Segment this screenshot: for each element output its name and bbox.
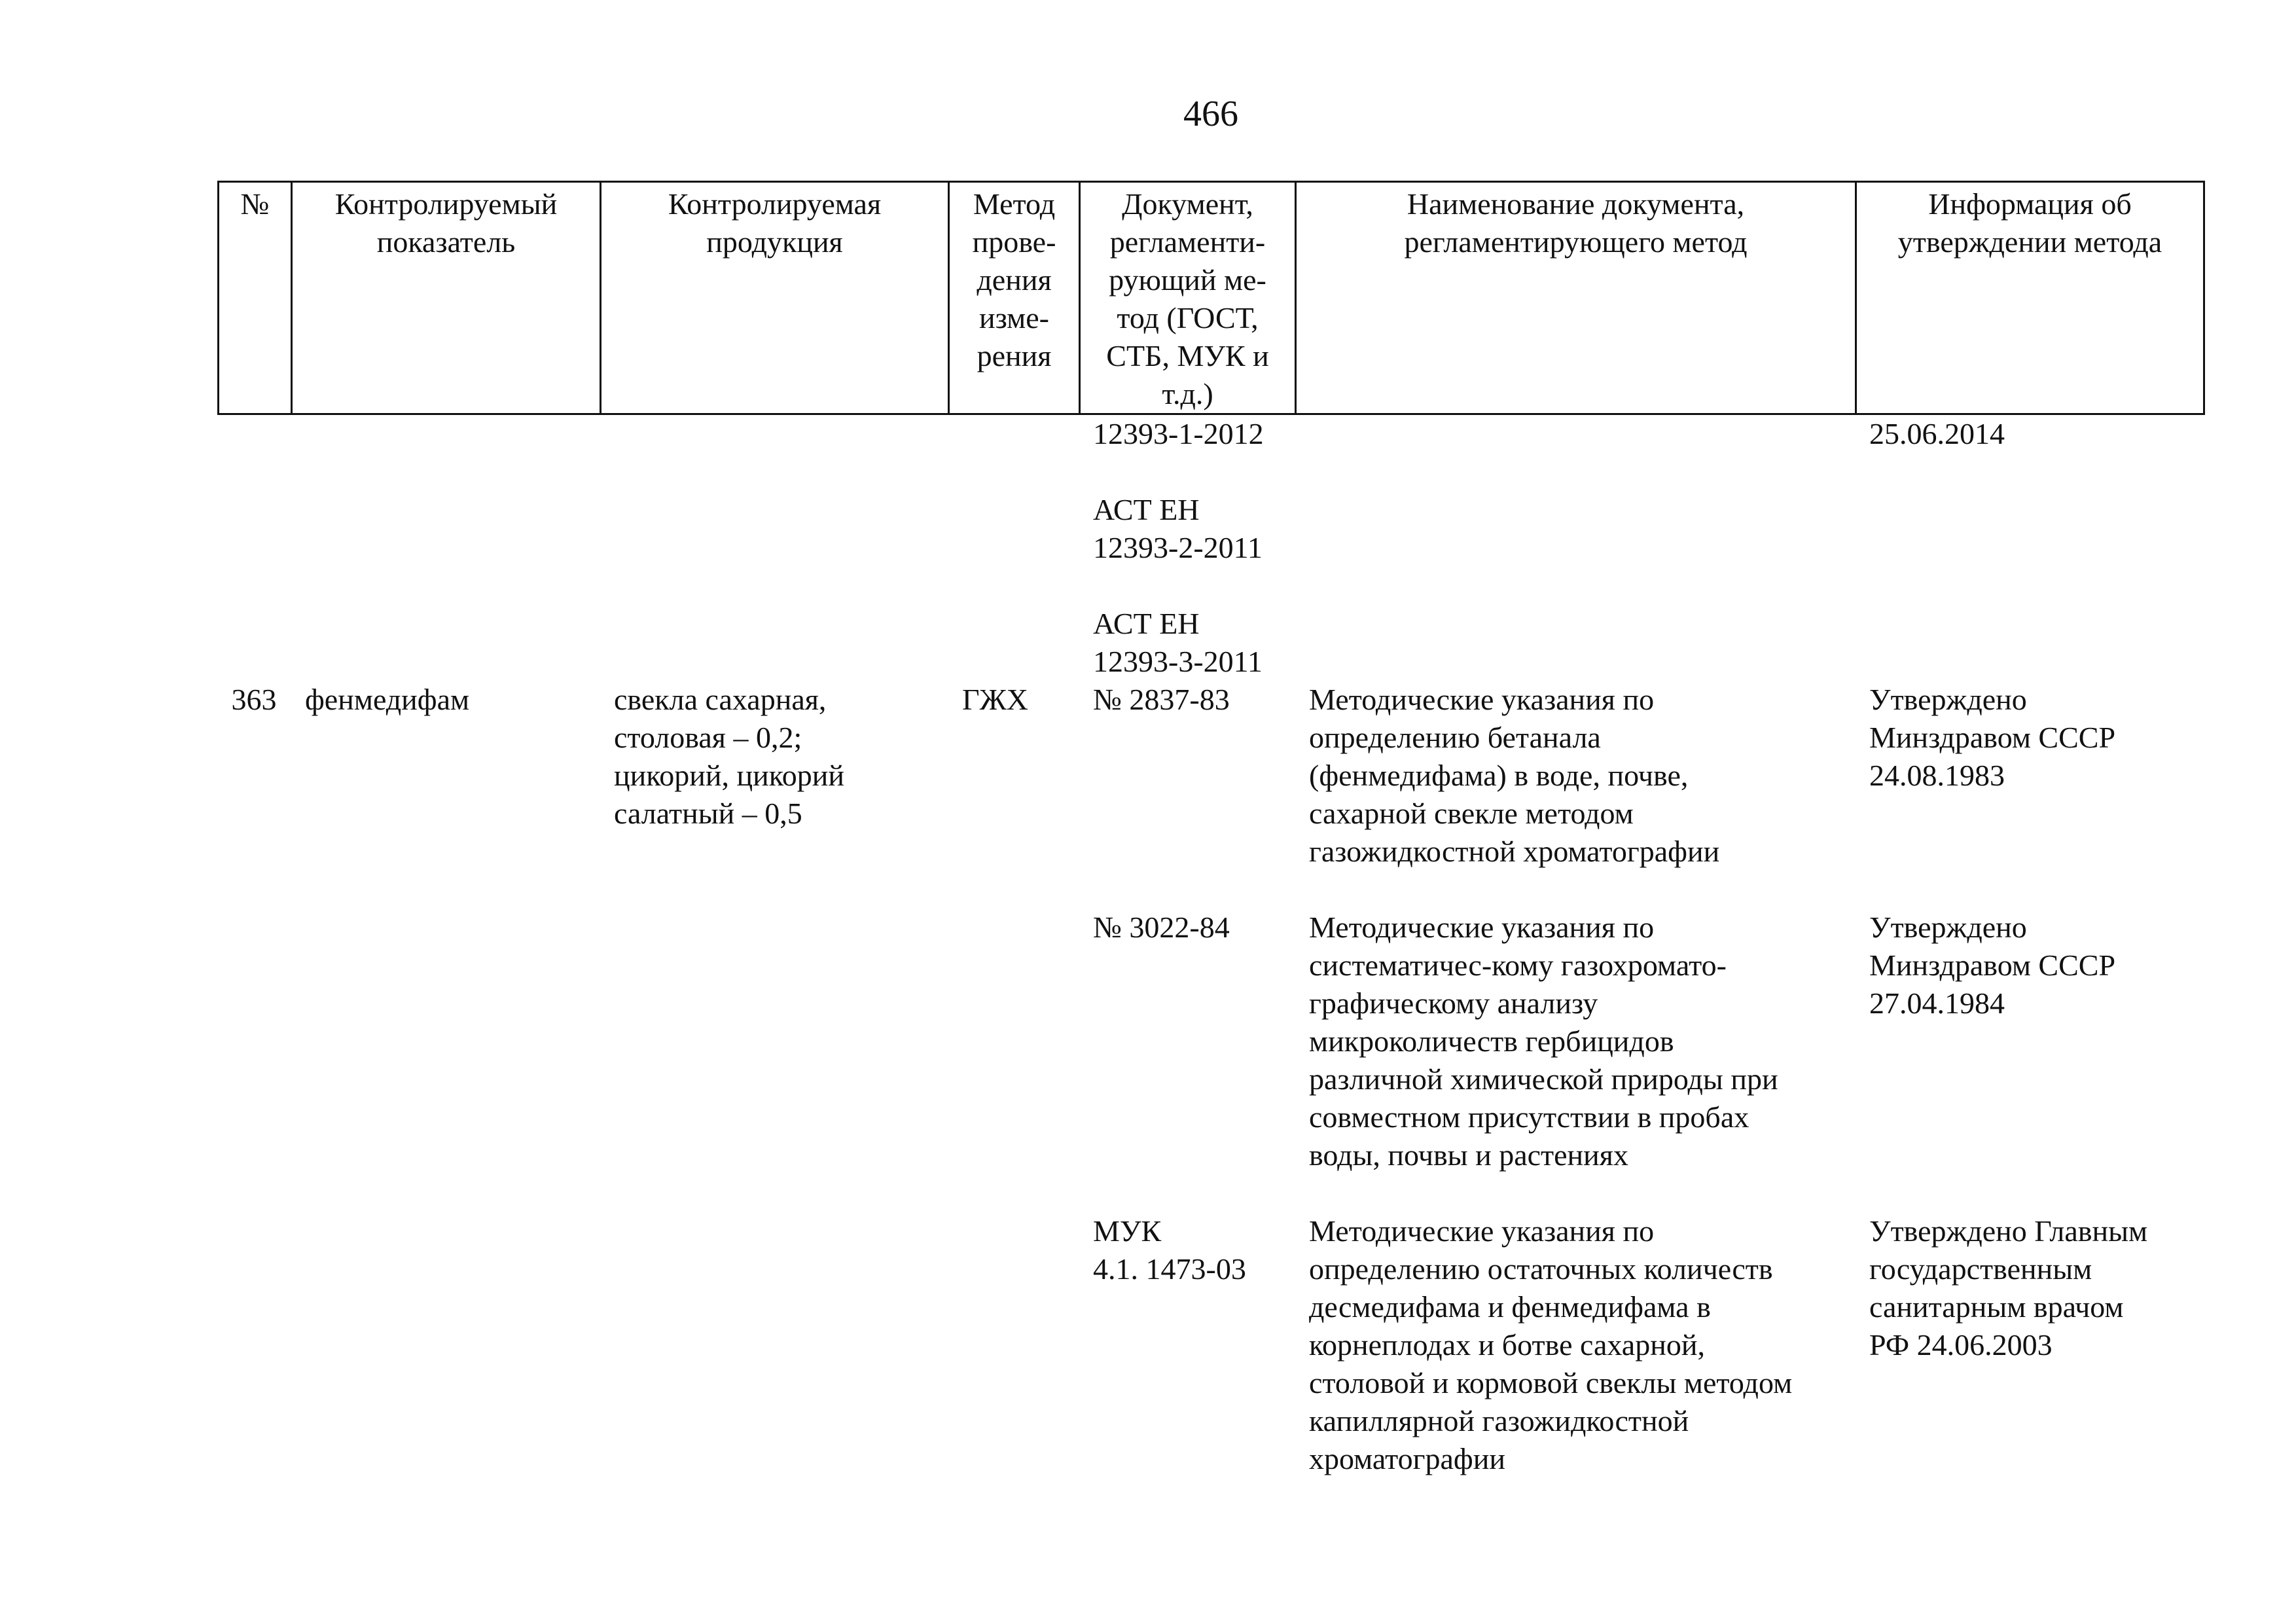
text-line: 12393-3-2011: [1093, 645, 1263, 678]
text-line: Метод: [973, 187, 1056, 221]
text-line: регламентирующего метод: [1404, 225, 1748, 259]
text-line: Контролируемая: [668, 187, 882, 221]
text-line: СТБ, МУК и: [1106, 339, 1269, 372]
text-line: (фенмедифама) в воде, почве,: [1309, 759, 1689, 792]
text-line: №: [240, 187, 270, 221]
text-line: определению бетанала: [1309, 721, 1601, 754]
continuation-approval: [1855, 415, 2203, 681]
entry-doc-name-1: [1295, 681, 1855, 871]
text-line: хроматографии: [1309, 1442, 1505, 1475]
text-line: 24.08.1983: [1869, 759, 2005, 792]
entry-doc-approval-3: [1855, 1174, 2203, 1478]
text-line: микроколичеств гербицидов: [1309, 1024, 1674, 1058]
text-line: Утверждено: [1869, 911, 2027, 944]
text-line: столовая – 0,2;: [614, 721, 802, 754]
header-document: [1080, 182, 1296, 414]
continuation-doc-1: [1093, 415, 1287, 453]
text-line: Методические указания по: [1309, 911, 1655, 944]
header-method: [949, 182, 1080, 414]
table-row: [217, 871, 2203, 1174]
text-line: 27.04.1984: [1869, 986, 2005, 1020]
continuation-documents: [1079, 415, 1295, 681]
text-line: Методические указания по: [1309, 683, 1655, 716]
page-number: 466: [1183, 94, 1238, 134]
text-line: воды, почвы и растениях: [1309, 1138, 1628, 1172]
text-line: РФ 24.06.2003: [1869, 1328, 2053, 1362]
header-no: [219, 182, 292, 414]
text-line: утверждении метода: [1897, 225, 2162, 259]
text-line: капиллярной газожидкостной: [1309, 1404, 1689, 1437]
text-line: определению остаточных количеств: [1309, 1252, 1773, 1286]
text-line: цикорий, цикорий: [614, 759, 844, 792]
entry-method: ГЖХ: [962, 683, 1029, 716]
entry-doc-code-3: [1079, 1174, 1295, 1478]
text-line: десмедифама и фенмедифама в: [1309, 1290, 1711, 1324]
text-line: санитарным врачом: [1869, 1290, 2124, 1324]
text-line: Информация об: [1928, 187, 2132, 221]
text-line: рения: [977, 339, 1052, 372]
text-line: № 2837-83: [1093, 683, 1230, 716]
text-line: Наименование документа,: [1407, 187, 1745, 221]
header-approval: [1856, 182, 2204, 414]
continuation-doc-3: [1093, 605, 1287, 681]
text-line: продукция: [706, 225, 843, 259]
entry-indicator: фенмедифам: [305, 683, 470, 716]
text-line: совместном присутствии в пробах: [1309, 1100, 1749, 1134]
entry-doc-approval-2: [1855, 871, 2203, 1174]
continuation-doc-2: [1093, 491, 1287, 567]
text-line: показатель: [376, 225, 516, 259]
text-line: столовой и кормовой свеклы методом: [1309, 1366, 1793, 1399]
text-line: тод (ГОСТ,: [1117, 301, 1259, 334]
text-line: систематичес-кому газохромато-: [1309, 948, 1727, 982]
text-line: Минздравом СССР: [1869, 721, 2116, 754]
text-line: Методические указания по: [1309, 1214, 1655, 1248]
table-body: [217, 415, 2203, 1478]
text-line: АСТ ЕН: [1093, 607, 1200, 640]
text-line: государственным: [1869, 1252, 2092, 1286]
table-row-continuation: [217, 415, 2203, 681]
text-line: различной химической природы при: [1309, 1062, 1778, 1096]
text-line: 25.06.2014: [1869, 417, 2005, 450]
text-line: АСТ ЕН: [1093, 493, 1200, 526]
text-line: № 3022-84: [1093, 911, 1230, 944]
text-line: Утверждено: [1869, 683, 2027, 716]
text-line: Документ,: [1122, 187, 1253, 221]
text-line: МУК: [1093, 1214, 1162, 1248]
header-indicator: [292, 182, 601, 414]
text-line: свекла сахарная,: [614, 683, 827, 716]
entry-number: 363: [231, 683, 277, 716]
text-line: 12393-1-2012: [1093, 417, 1264, 450]
header-doc-name: [1296, 182, 1856, 414]
entry-doc-name-3: [1295, 1174, 1855, 1478]
entry-doc-code-2: [1079, 871, 1295, 1174]
entry-doc-code-1: [1079, 681, 1295, 871]
table-row: [217, 681, 2203, 871]
table-row: [217, 1174, 2203, 1478]
text-line: газожидкостной хроматографии: [1309, 835, 1720, 868]
text-line: Минздравом СССР: [1869, 948, 2116, 982]
entry-doc-name-2: [1295, 871, 1855, 1174]
table-header: [217, 181, 2205, 415]
entry-product: [600, 681, 948, 871]
text-line: рующий ме-: [1109, 263, 1266, 297]
text-line: сахарной свекле методом: [1309, 797, 1634, 830]
text-line: 12393-2-2011: [1093, 531, 1263, 564]
text-line: дения: [977, 263, 1052, 297]
text-line: салатный – 0,5: [614, 797, 802, 830]
text-line: Контролируемый: [334, 187, 558, 221]
text-line: изме-: [979, 301, 1049, 334]
text-line: корнеплодах и ботве сахарной,: [1309, 1328, 1705, 1362]
text-line: Утверждено Главным: [1869, 1214, 2148, 1248]
text-line: графическому анализу: [1309, 986, 1598, 1020]
methods-table: [217, 181, 2203, 1478]
entry-doc-approval-1: [1855, 681, 2203, 871]
text-line: прове-: [972, 225, 1056, 259]
text-line: 4.1. 1473-03: [1093, 1252, 1246, 1286]
header-product: [601, 182, 949, 414]
text-line: регламенти-: [1109, 225, 1266, 259]
text-line: т.д.): [1162, 377, 1213, 410]
